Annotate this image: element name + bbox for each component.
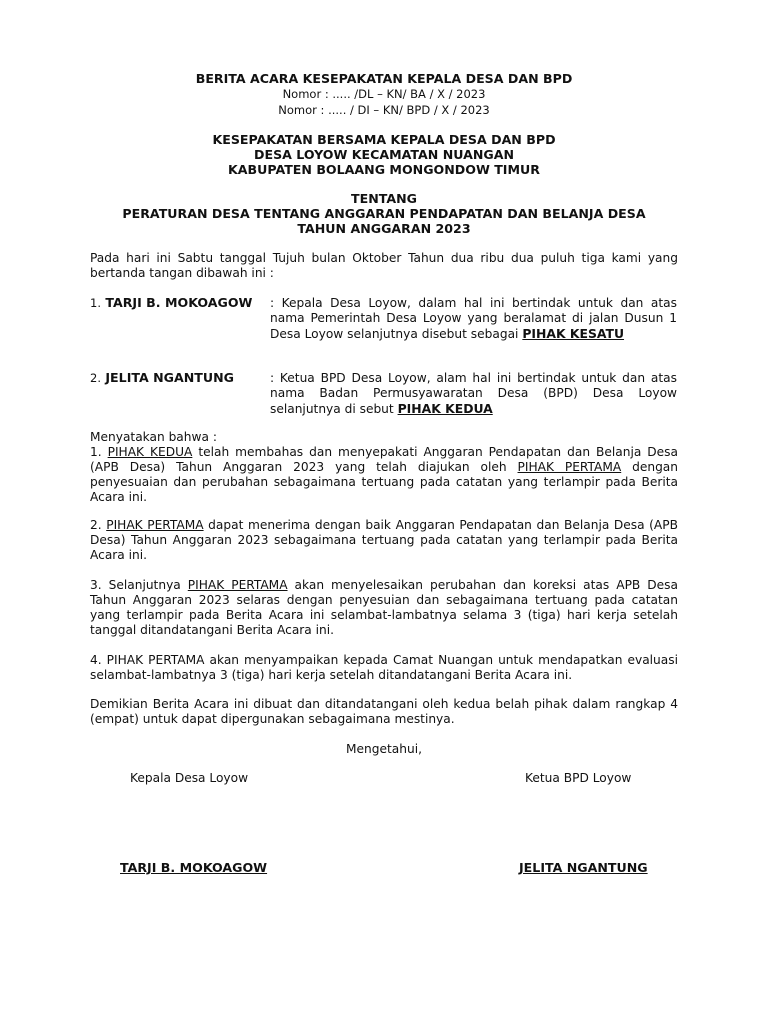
point-2 [90, 518, 678, 563]
point-1-party-2: PIHAK PERTAMA [517, 460, 622, 474]
point-1-text-end: dengan penyesuaian dan perubahan sebagaimana tertuang pada catatan yang terlampir pada Berita Acara ini. [90, 460, 678, 504]
party-2-role: PIHAK KEDUA [397, 401, 493, 416]
agreement-line-3: KABUPATEN BOLAANG MONGONDOW TIMUR [228, 162, 540, 177]
agreement-line-1: KESEPAKATAN BERSAMA KEPALA DESA DAN BPD [212, 132, 556, 147]
point-1 [90, 445, 678, 505]
nomor-line-1: Nomor : ..... /DL – KN/ BA / X / 2023 [282, 87, 486, 101]
party-1-label [90, 295, 252, 310]
point-3-text: akan menyelesaikan perubahan dan koreksi atas APB Desa Tahun Anggaran 2023 selaras dengan penyesuian dan sebagaimana tertuang pada catatan yang terlampir pada Berita Acara ini selambat-lambatnya selama 3 (tiga) hari kerja setelah tanggal ditandatangani Berita Acara ini. [90, 578, 678, 637]
left-signatory-title: Kepala Desa Loyow [130, 771, 249, 785]
subject-line-2: PERATURAN DESA TENTANG ANGGARAN PENDAPATAN DAN BELANJA DESA [122, 206, 646, 221]
party-2-name: JELITA NGANTUNG [105, 370, 234, 385]
statement-intro: Menyatakan bahwa : [90, 430, 217, 444]
intro-paragraph: Pada hari ini Sabtu tanggal Tujuh bulan Oktober Tahun dua ribu dua puluh tiga kami yang bertanda tangan dibawah ini : [90, 251, 678, 280]
acknowledged-label: Mengetahui, [346, 742, 422, 756]
party-2-description-text: : Ketua BPD Desa Loyow, alam hal ini bertindak untuk dan atas nama Badan Permusyawaratan Desa (BPD) Desa Loyow selanjutnya di sebut [270, 371, 677, 416]
nomor-line-2: Nomor : ..... / DI – KN/ BPD / X / 2023 [278, 103, 490, 117]
party-1-number: 1. [90, 296, 101, 310]
agreement-line-2: DESA LOYOW KECAMATAN NUANGAN [254, 147, 514, 162]
party-1-name: TARJI B. MOKOAGOW [105, 295, 253, 310]
right-signatory-title: Ketua BPD Loyow [525, 771, 632, 785]
point-3 [90, 578, 678, 638]
point-3-party: PIHAK PERTAMA [187, 578, 288, 592]
subject-line-3: TAHUN ANGGARAN 2023 [297, 221, 471, 236]
right-signatory-name: JELITA NGANTUNG [519, 860, 648, 875]
party-2-label [90, 370, 234, 385]
point-2-text: dapat menerima dengan baik Anggaran Pendapatan dan Belanja Desa (APB Desa) Tahun Anggaran 2023 sebagaimana tertuang pada catatan yang terlampir pada Berita Acara ini. [90, 518, 678, 562]
party-1-description-text: : Kepala Desa Loyow, dalam hal ini bertindak untuk dan atas nama Pemerintah Desa Loyow yang beralamat di jalan Dusun 1 Desa Loyow selanjutnya disebut sebagai [270, 296, 677, 341]
party-1-role: PIHAK KESATU [522, 326, 625, 341]
point-4: 4. PIHAK PERTAMA akan menyampaikan kepada Camat Nuangan untuk mendapatkan evaluasi selambat-lambatnya 3 (tiga) hari kerja setelah ditandatangani Berita Acara ini. [90, 653, 678, 682]
point-3-prefix: 3. Selanjutnya [90, 578, 188, 592]
point-2-prefix: 2. [90, 518, 107, 532]
party-2-number: 2. [90, 371, 101, 385]
left-signatory-name: TARJI B. MOKOAGOW [120, 860, 268, 875]
party-2-description [270, 371, 677, 417]
point-1-prefix: 1. [90, 445, 108, 459]
subject-line-1: TENTANG [351, 191, 417, 206]
point-1-party: PIHAK KEDUA [107, 445, 193, 459]
party-1-description [270, 296, 677, 342]
document-title: BERITA ACARA KESEPAKATAN KEPALA DESA DAN BPD [195, 71, 573, 86]
point-2-party: PIHAK PERTAMA [106, 518, 204, 532]
point-1-text: telah membahas dan menyepakati Anggaran Pendapatan dan Belanja Desa (APB Desa) Tahun Anggaran 2023 yang telah diajukan oleh [90, 445, 678, 474]
closing-paragraph: Demikian Berita Acara ini dibuat dan ditandatangani oleh kedua belah pihak dalam rangkap 4 (empat) untuk dapat dipergunakan sebagaimana mestinya. [90, 697, 678, 726]
